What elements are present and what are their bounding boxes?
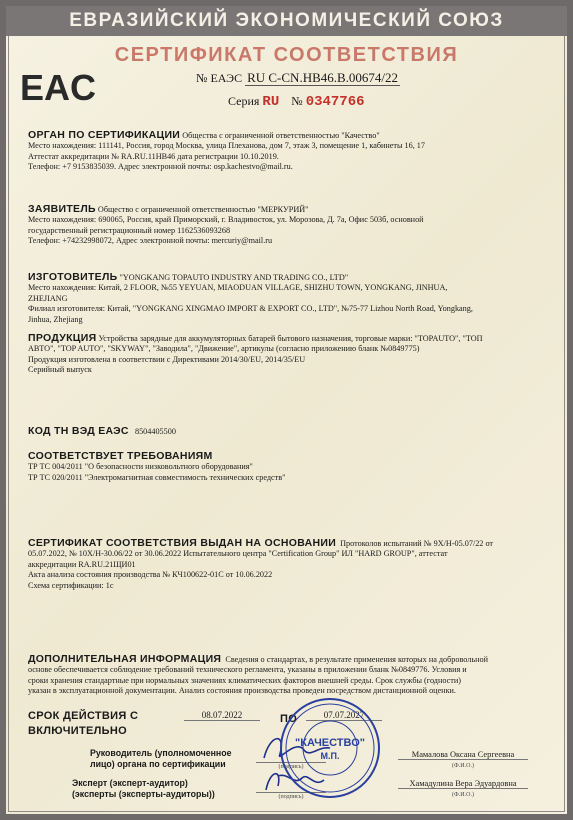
head-sign-label-1: Руководитель (уполномоченное [90, 748, 232, 758]
series-label: Серия [228, 94, 260, 108]
expert-sign-caption: (подпись) [278, 794, 304, 800]
serial-number: 0347766 [305, 94, 365, 110]
requirement-2: ТР ТС 020/2011 "Электромагнитная совместимость технических средств" [28, 472, 286, 482]
validity-to-label: ПО [280, 713, 298, 725]
basis-section [28, 538, 548, 591]
basis-heading: СЕРТИФИКАТ СООТВЕТСТВИЯ ВЫДАН НА ОСНОВАНИИ [28, 537, 337, 549]
additional-section [28, 654, 548, 697]
applicant-name: Общество с ограниченной ответственностью "МЕРКУРИЙ" [97, 205, 309, 214]
additional-text-3: сроки хранения стандартные при нормальных значениях климатических факторов внешней среды. Срок службы (годности) [28, 675, 461, 685]
applicant-ogrn: государственный регистрационный номер 1162536093268 [28, 225, 231, 235]
manufacturer-section [28, 272, 548, 325]
additional-text: Сведения о стандартах, в результате применения которых на добровольной [225, 655, 488, 664]
union-banner: ЕВРАЗИЙСКИЙ ЭКОНОМИЧЕСКИЙ СОЮЗ [6, 6, 567, 36]
head-sign-label [90, 748, 232, 770]
certificate-title: СЕРТИФИКАТ СООТВЕТСТВИЯ [114, 44, 459, 66]
basis-protocols: Протоколов испытаний № 9X/H-05.07/22 от [340, 539, 494, 548]
basis-production-act: Акта анализа состояния производства № КЧ100622-01С от 10.06.2022 [28, 570, 273, 580]
expert-name: Хамадулина Вера Эдуардовна [398, 779, 528, 789]
product-description: Устройства зарядные для аккумуляторных батарей бытового назначения, торговые марки: "TOPAUTO", "ТОП [98, 334, 483, 343]
expert-sign-label-1: Эксперт (эксперт-аудитор) [72, 778, 188, 788]
applicant-heading: ЗАЯВИТЕЛЬ [28, 203, 96, 215]
applicant-section [28, 204, 548, 247]
organ-accreditation: Аттестат аккредитации № RA.RU.11НВ46 дата регистрации 10.10.2019. [28, 151, 279, 161]
tnved-heading: КОД ТН ВЭД ЕАЭС [28, 425, 129, 437]
svg-text:"КАЧЕСТВО": "КАЧЕСТВО" [295, 737, 365, 749]
tnved-code: 8504405500 [134, 427, 176, 436]
conforms-heading: СООТВЕТСТВУЕТ ТРЕБОВАНИЯМ [28, 450, 213, 462]
validity-heading: СРОК ДЕЙСТВИЯ С [28, 710, 139, 722]
basis-accreditation: аккредитации RA.RU.21ЩИ01 [28, 559, 136, 569]
product-heading: ПРОДУКЦИЯ [28, 332, 97, 344]
svg-text:М.П.: М.П. [320, 751, 340, 761]
tnved-section [28, 426, 548, 437]
basis-protocols-2: 05.07.2022, № 10X/H-30.06/22 от 30.06.2022 Испытательного центра "Certification Group" ИЛ "HARD GROUP", аттестат [28, 549, 448, 559]
manufacturer-branch-2: Jinhua, Zhejiang [28, 314, 83, 324]
manufacturer-branch: Филиал изготовителя: Китай, "YONGKANG XINGMAO IMPORT & EXPORT CO., LTD", №75-77 Lizhou North Road, Yongkang, [28, 304, 473, 314]
conforms-section [28, 451, 548, 483]
additional-text-4: указан в эксплуатационной документации. Анализ состояния производства проведен посредством дистанционной оценки. [28, 686, 456, 696]
organ-name: Общества с ограниченной ответственностью "Качество" [182, 131, 380, 140]
eac-logo-icon [19, 62, 97, 108]
manufacturer-address-2: ZHEJIANG [28, 293, 68, 303]
organ-heading: ОРГАН ПО СЕРТИФИКАЦИИ [28, 129, 181, 141]
head-sign-label-2: лицо) органа по сертификации [90, 759, 226, 769]
certification-stamp-icon [278, 696, 382, 800]
manufacturer-heading: ИЗГОТОВИТЕЛЬ [28, 271, 118, 283]
series-no-label: № [291, 94, 303, 108]
series-line [228, 94, 365, 110]
certificate-number [196, 70, 400, 86]
expert-fio-caption: (Ф.И.О.) [452, 792, 474, 798]
expert-sign-label-2: (эксперты (эксперты-аудиторы)) [72, 789, 215, 799]
additional-heading: ДОПОЛНИТЕЛЬНАЯ ИНФОРМАЦИЯ [28, 653, 222, 665]
validity-from: 08.07.2022 [184, 710, 260, 721]
head-sign-caption: (подпись) [278, 764, 304, 770]
applicant-contacts: Телефон: +74232998072, Адрес электронной почты: mercuriy@mail.ru [28, 236, 273, 246]
product-directives: Продукция изготовлена в соответствии с Директивами 2014/30/EU, 2014/35/EU [28, 354, 306, 364]
validity-to: 07.07.2027 [306, 710, 382, 721]
requirement-1: ТР ТС 004/2011 "О безопасности низковольтного оборудования" [28, 462, 253, 472]
validity-heading-2: ВКЛЮЧИТЕЛЬНО [28, 725, 127, 737]
organ-contacts: Телефон: +7 9153835039. Адрес электронной почты: osp.kachestvo@mail.ru. [28, 162, 293, 172]
manufacturer-address: Место нахождения: Китай, 2 FLOOR, №55 YEYUAN, MIAODUAN VILLAGE, SHIZHU TOWN, YONGKANG, JINHUA, [28, 283, 448, 293]
product-section [28, 333, 548, 376]
organ-address: Место нахождения: 111141, Россия, город Москва, улица Плеханова, дом 7, этаж 3, помещение 1, кабинеты 16, 17 [28, 141, 425, 151]
svg-text:EAC: EAC [19, 67, 97, 108]
head-name: Мамалова Оксана Сергеевна [398, 750, 528, 760]
head-fio-caption: (Ф.И.О.) [452, 763, 474, 769]
series-value: RU [262, 94, 280, 110]
product-serial-release: Серийный выпуск [28, 365, 92, 375]
number-label: № ЕАЭС [196, 71, 243, 85]
number-value: RU С-CN.НВ46.В.00674/22 [247, 70, 399, 85]
manufacturer-name: "YONGKANG TOPAUTO INDUSTRY AND TRADING CO., LTD" [119, 273, 349, 282]
basis-scheme: Схема сертификации: 1с [28, 580, 114, 590]
applicant-address: Место нахождения: 690065, Россия, край Приморский, г. Владивосток, ул. Морозова, Д. 7а, Офис 503б, основной [28, 215, 424, 225]
additional-text-2: основе обеспечивается соблюдение требований технического регламента, указаны в приложении бланк №0849776. Условия и [28, 665, 467, 675]
product-description-2: АВТО", "TOP AUTO", "SKYWAY", "Заводила", "Движение", артикулы (согласно приложению бланк №0849775) [28, 344, 420, 354]
expert-sign-label [72, 778, 215, 800]
organ-section [28, 130, 548, 173]
